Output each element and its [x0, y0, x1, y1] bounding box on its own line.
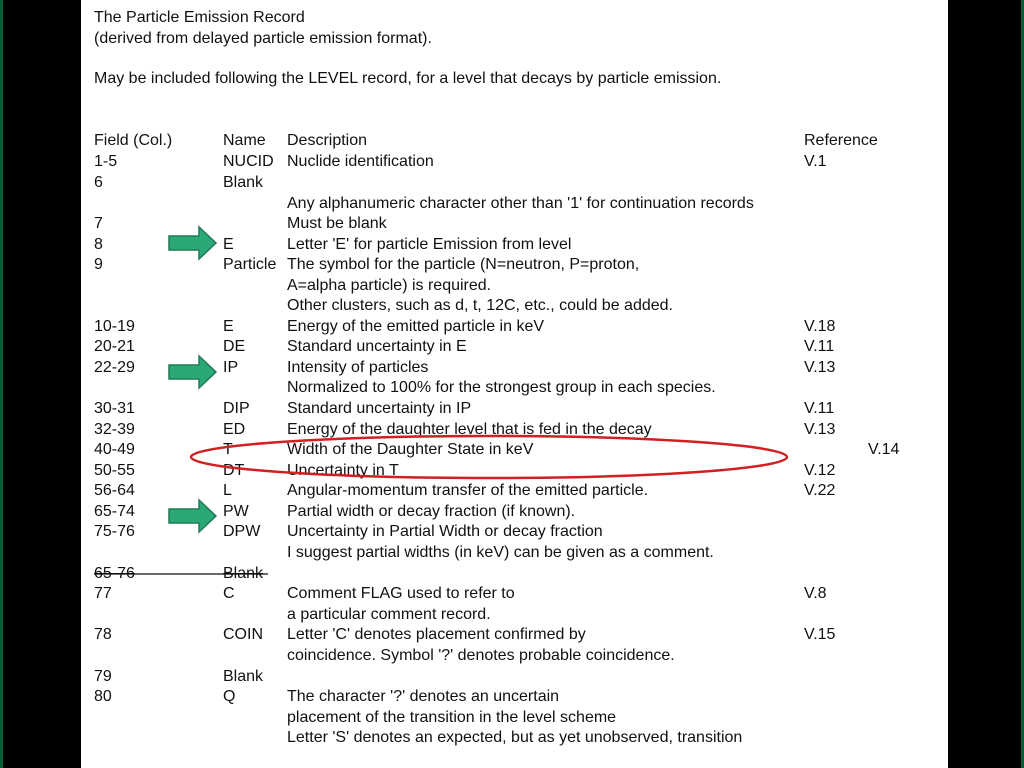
- table-row-reference: V.11: [804, 400, 835, 417]
- table-row-description: Nuclide identification: [287, 153, 434, 170]
- table-row-reference: V.15: [804, 626, 836, 643]
- table-row-reference: V.18: [804, 318, 836, 335]
- table-row-description: coincidence. Symbol '?' denotes probable coincidence.: [287, 647, 675, 664]
- table-row-field: 65-74: [94, 503, 135, 520]
- table-row-field: 22-29: [94, 359, 135, 376]
- table-row-name: Blank: [223, 668, 264, 685]
- table-row-name: E: [223, 318, 234, 335]
- table-row-name: T: [223, 441, 233, 458]
- table-row-field: 79: [94, 668, 112, 685]
- table-row-description: Uncertainty in T: [287, 462, 399, 479]
- table-row-name: DIP: [223, 400, 250, 417]
- arrow-right-icon: [169, 500, 216, 532]
- table-row-name: Q: [223, 688, 236, 705]
- table-row-reference: V.1: [804, 153, 827, 170]
- table-row-description: Intensity of particles: [287, 359, 429, 376]
- table-row-reference: V.13: [804, 421, 836, 438]
- table-row-field: 7: [94, 215, 103, 232]
- table-row-field: 80: [94, 688, 112, 705]
- table-row-description: Other clusters, such as d, t, 12C, etc., could be added.: [287, 297, 673, 314]
- table-row-description: Comment FLAG used to refer to: [287, 585, 515, 602]
- table-row-field: 32-39: [94, 421, 135, 438]
- table-row-name: ED: [223, 421, 246, 438]
- page-subtitle: (derived from delayed particle emission format).: [94, 30, 432, 47]
- table-row-description: Any alphanumeric character other than '1' for continuation records: [287, 195, 754, 212]
- table-row-description: Partial width or decay fraction (if known).: [287, 503, 576, 520]
- arrow-right-icon: [169, 356, 216, 388]
- table-row-description: Uncertainty in Partial Width or decay fraction: [287, 523, 603, 540]
- table-row-field: 6: [94, 174, 103, 191]
- table-row-name: DPW: [223, 523, 261, 540]
- table-row-field: 10-19: [94, 318, 135, 335]
- table-row-reference: V.13: [804, 359, 836, 376]
- table-row-field: 78: [94, 626, 112, 643]
- table-row-reference: V.11: [804, 338, 835, 355]
- table-row-name: L: [223, 482, 232, 499]
- document-page: [81, 0, 948, 768]
- table-row-reference: V.8: [804, 585, 827, 602]
- table-row-description: Energy of the emitted particle in keV: [287, 318, 545, 335]
- table-row-description: The character '?' denotes an uncertain: [287, 688, 560, 705]
- table-row-reference: V.12: [804, 462, 836, 479]
- intro-note: May be included following the LEVEL record, for a level that decays by particle emission.: [94, 70, 722, 87]
- table-row-field: 77: [94, 585, 112, 602]
- table-row-description: Must be blank: [287, 215, 387, 232]
- table-row-description: a particular comment record.: [287, 606, 491, 623]
- table-row-description: Width of the Daughter State in keV: [287, 441, 534, 458]
- table-row-field: 8: [94, 236, 103, 253]
- table-row-name: DE: [223, 338, 246, 355]
- table-row-description: I suggest partial widths (in keV) can be given as a comment.: [287, 544, 714, 561]
- table-row-reference: V.14: [868, 441, 900, 458]
- table-row-description: placement of the transition in the level scheme: [287, 709, 617, 726]
- table-row-description: Standard uncertainty in IP: [287, 400, 472, 417]
- table-row-description: Normalized to 100% for the strongest group in each species.: [287, 379, 716, 396]
- table-row-field: 40-49: [94, 441, 135, 458]
- table-row-description: Letter 'E' for particle Emission from level: [287, 236, 572, 253]
- table-row-name: Blank: [223, 174, 264, 191]
- table-row-field: 75-76: [94, 523, 135, 540]
- table-row-field-struck: 65-76: [94, 565, 135, 582]
- table-row-reference: V.22: [804, 482, 836, 499]
- table-row-name: C: [223, 585, 235, 602]
- table-row-field: 9: [94, 256, 103, 273]
- table-row-description: The symbol for the particle (N=neutron, P=proton,: [287, 256, 640, 273]
- table-row-description: Angular-momentum transfer of the emitted particle.: [287, 482, 649, 499]
- column-header-reference: Reference: [804, 132, 878, 149]
- table-row-field: 20-21: [94, 338, 135, 355]
- column-header-description: Description: [287, 132, 368, 149]
- table-row-description: Energy of the daughter level that is fed in the decay: [287, 421, 652, 438]
- table-row-description: Standard uncertainty in E: [287, 338, 467, 355]
- table-row-field: 50-55: [94, 462, 135, 479]
- arrow-right-icon: [169, 227, 216, 259]
- table-row-name: E: [223, 236, 234, 253]
- table-row-field: 30-31: [94, 400, 135, 417]
- table-row-name: COIN: [223, 626, 263, 643]
- table-row-name: DT: [223, 462, 245, 479]
- table-row-name: PW: [223, 503, 249, 520]
- frame-left-edge: [0, 0, 3, 768]
- table-row-description: Letter 'C' denotes placement confirmed by: [287, 626, 586, 643]
- table-row-name: NUCID: [223, 153, 274, 170]
- table-row-name: IP: [223, 359, 239, 376]
- table-row-description: A=alpha particle) is required.: [287, 277, 492, 294]
- column-header-field: Field (Col.): [94, 132, 173, 149]
- column-header-name: Name: [223, 132, 266, 149]
- table-row-description: Letter 'S' denotes an expected, but as yet unobserved, transition: [287, 729, 743, 746]
- table-row-field: 1-5: [94, 153, 118, 170]
- table-row-name: Particle: [223, 256, 277, 273]
- table-row-field: 56-64: [94, 482, 135, 499]
- table-row-name-struck: Blank: [223, 565, 264, 582]
- page-title: The Particle Emission Record: [94, 9, 305, 26]
